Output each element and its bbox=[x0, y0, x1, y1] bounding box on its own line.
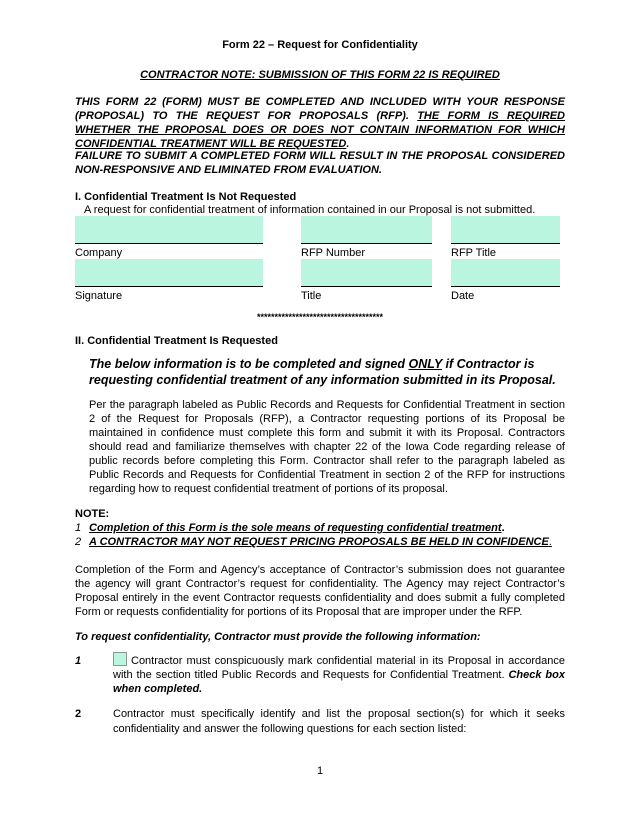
note-item-suffix: . bbox=[501, 522, 505, 534]
form-title: Form 22 – Request for Confidentiality bbox=[222, 39, 418, 51]
subhead-part-a: The below information is to be completed and signed bbox=[89, 357, 409, 371]
failure-paragraph: FAILURE TO SUBMIT A COMPLETED FORM WILL RESULT IN THE PROPOSAL CONSIDERED NON-RESPONSIVE AND ELIMINATED FROM EVALUATION. bbox=[75, 150, 565, 176]
intro-part-2: THE FORM IS REQUIRED WHETHER THE PROPOSAL DOES OR DOES NOT CONTAIN INFORMATION FOR WHICH CONFIDENTIAL TREATMENT WILL BE REQUESTED bbox=[75, 110, 565, 150]
subhead-only: ONLY bbox=[408, 357, 443, 371]
step-2-number: 2 bbox=[75, 708, 82, 720]
section-2-paragraph: Per the paragraph labeled as Public Records and Requests for Confidential Treatment in section 2 of the Request for Proposals (RFP), a Contractor requesting portions of its Proposal be maintained in confidence must complete this form and submit it with its Proposal. Contractors should read and familiarize themselves with chapter 22 of the Iowa Code regarding release of public records before completing this Form. Contractor shall refer to the paragraph labeled as Public Records and Requests for Confidential Treatment in section 2 of the RFP for instructions regarding how to request confidential treatment of portions of its proposal. bbox=[89, 399, 565, 495]
date-label: Date bbox=[451, 290, 475, 302]
signature-field[interactable] bbox=[75, 259, 263, 287]
date-field[interactable] bbox=[451, 259, 560, 287]
step-1-number: 1 bbox=[75, 655, 82, 667]
company-label: Company bbox=[75, 247, 123, 259]
note-item-text: Completion of this Form is the sole means of requesting confidential treatment bbox=[89, 522, 502, 534]
step-1-text: Contractor must conspicuously mark confidential material in its Proposal in accordance with the section titled Public Records and Requests for Confidential Treatment. bbox=[113, 655, 565, 681]
note-item-text: A CONTRACTOR MAY NOT REQUEST PRICING PROPOSALS BE HELD IN CONFIDENCE bbox=[89, 536, 549, 548]
intro-part-3: . bbox=[346, 138, 350, 150]
request-heading: To request confidentiality, Contractor must provide the following information: bbox=[75, 631, 481, 643]
section-1-statement: A request for confidential treatment of information contained in our Proposal is not submitted. bbox=[84, 204, 536, 216]
intro-paragraph bbox=[75, 95, 565, 151]
title-label: Title bbox=[301, 290, 322, 302]
company-field[interactable] bbox=[75, 216, 263, 244]
title-field[interactable] bbox=[301, 259, 432, 287]
rfp-title-field[interactable] bbox=[451, 216, 560, 244]
note-item-number: 1 bbox=[75, 522, 82, 534]
rfp-title-label: RFP Title bbox=[451, 247, 497, 259]
section-1-heading: I. Confidential Treatment Is Not Requested bbox=[75, 191, 297, 203]
section-2-heading: II. Confidential Treatment Is Requested bbox=[75, 335, 278, 347]
step-2-text: Contractor must specifically identify and list the proposal section(s) for which it seeks confidentiality and answer the following questions for each section listed: bbox=[113, 708, 565, 735]
section-2-subheading bbox=[89, 356, 565, 388]
note-item-suffix: . bbox=[548, 536, 552, 548]
signature-label: Signature bbox=[75, 290, 123, 302]
page-number: 1 bbox=[316, 765, 324, 777]
subhead-part-b: if Contractor is requesting confidential treatment of any information submitted in its Proposal. bbox=[89, 357, 556, 387]
confidential-marked-checkbox[interactable] bbox=[113, 652, 127, 666]
asterisk-separator: ************************************ bbox=[256, 312, 384, 322]
note-item-2 bbox=[75, 535, 565, 549]
rfp-number-label: RFP Number bbox=[301, 247, 365, 259]
note-label: NOTE: bbox=[75, 508, 110, 520]
rfp-number-field[interactable] bbox=[301, 216, 432, 244]
note-item-1 bbox=[75, 521, 565, 535]
contractor-note: CONTRACTOR NOTE: SUBMISSION OF THIS FORM 22 IS REQUIRED bbox=[140, 69, 500, 81]
step-1 bbox=[113, 652, 565, 696]
note-item-number: 2 bbox=[75, 536, 82, 548]
step-1-emphasis: Check box when completed. bbox=[113, 669, 565, 695]
intro-part-1: THIS FORM 22 (FORM) MUST BE COMPLETED AND INCLUDED WITH YOUR RESPONSE (PROPOSAL) TO THE REQUEST FOR PROPOSALS (RFP). bbox=[75, 96, 565, 122]
completion-paragraph: Completion of the Form and Agency’s acceptance of Contractor’s submission does not guarantee the agency will grant Contractor’s request for confidentiality. The Agency may reject Contractor’s Proposal entirely in the event Contractor requests confidentiality and does submit a fully completed Form or requests confidentiality for portions of its Proposal that are improper under the RFP. bbox=[75, 564, 565, 618]
